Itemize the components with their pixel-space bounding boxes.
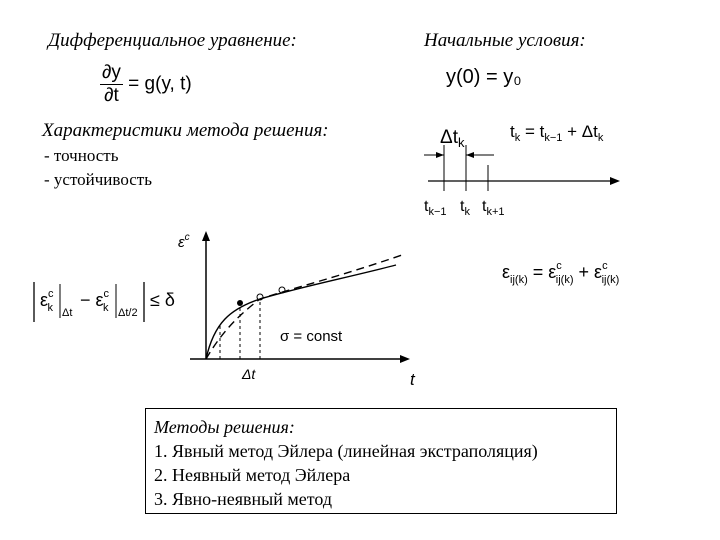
diff-equation-heading: Дифференциальное уравнение: xyxy=(48,30,297,51)
ode-rhs: = g(y, t) xyxy=(128,73,192,95)
ode-denominator: ∂t xyxy=(104,85,119,106)
dim-arrowhead-right xyxy=(466,152,474,158)
x-axis-arrowhead xyxy=(400,355,410,363)
characteristic-accuracy: - точность xyxy=(44,146,119,165)
graph-y-label: $\varepsilon^c$ xyxy=(178,232,190,251)
ode-formula xyxy=(100,62,192,107)
error-criterion xyxy=(30,280,190,328)
step-point-1 xyxy=(237,300,243,306)
graph-curve-label: σ = const xyxy=(280,328,343,345)
tick-label-k: $t_k$ xyxy=(460,198,470,218)
dim-arrowhead-left xyxy=(436,152,444,158)
leq-delta: ≤ δ xyxy=(150,290,175,310)
time-axis-diagram xyxy=(410,115,690,225)
creep-graph xyxy=(170,225,430,395)
methods-title: Методы решения: xyxy=(154,417,295,437)
method-item-explicit-euler: 1. Явный метод Эйлера (линейная экстраполяция) xyxy=(154,441,538,461)
sub-dt-half: Δt/2 xyxy=(118,307,138,319)
characteristic-stability: - устойчивость xyxy=(44,170,152,189)
time-axis-arrowhead xyxy=(610,177,620,185)
method-item-semi-implicit: 3. Явно-неявный метод xyxy=(154,489,333,509)
strain-decomposition xyxy=(498,256,698,296)
initial-conditions-heading: Начальные условия: xyxy=(424,30,586,51)
method-item-implicit-euler: 2. Неявный метод Эйлера xyxy=(154,465,351,485)
ode-numerator: ∂y xyxy=(102,62,121,83)
minus-eps: − $\varepsilon^c$ k xyxy=(80,288,110,314)
methods-box xyxy=(145,408,617,514)
tick-label-k-plus-1: $t_{k+1}$ xyxy=(482,198,505,218)
characteristics-heading: Характеристики метода решения: xyxy=(42,120,329,141)
error-criterion-text: $\varepsilon^c$ k xyxy=(40,288,54,314)
initial-condition: y(0) = y₀ xyxy=(446,66,522,88)
time-recurrence: $t_k = t_{k-1} + \Delta t_k$ xyxy=(510,122,604,144)
y-axis-arrowhead xyxy=(202,231,210,241)
tick-label-k-minus-1: $t_{k-1}$ xyxy=(424,198,447,218)
graph-x-label: t xyxy=(410,370,415,389)
strain-formula-text: $\varepsilon_{ij(k)} = \varepsilon^c$ $ij(k) + \varepsilon^c$ ij(k) xyxy=(502,260,620,286)
graph-step-label: Δt xyxy=(242,366,256,382)
time-step-label: $\Delta t_k$ xyxy=(440,127,465,150)
sub-dt: Δt xyxy=(62,307,73,319)
